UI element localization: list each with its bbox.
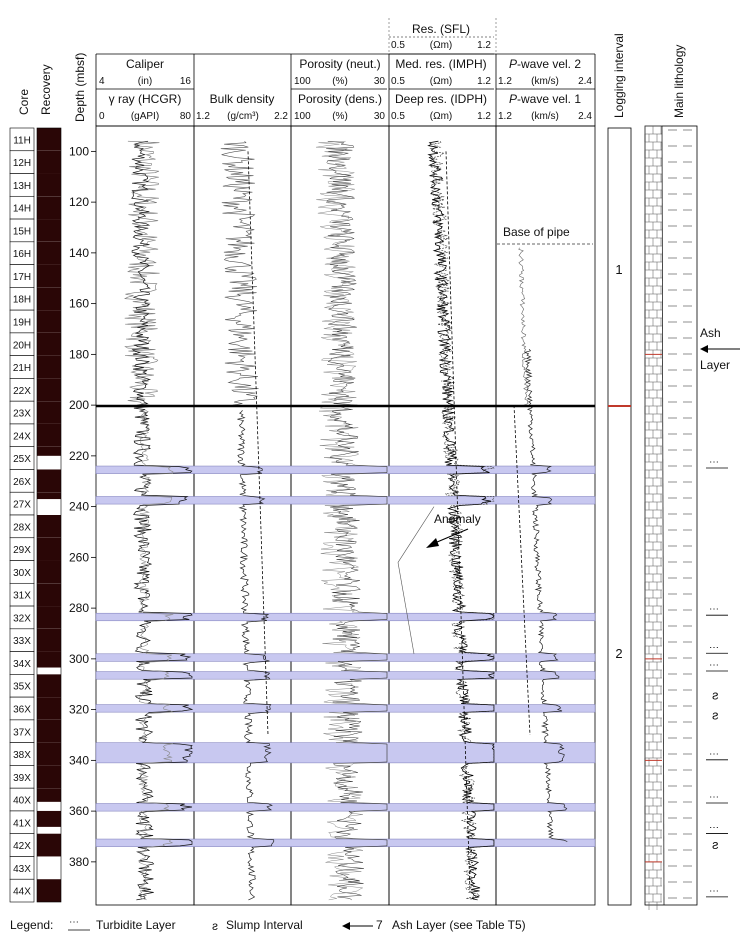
depth-tick-label: 280 [68,601,89,616]
depth-tick-label: 220 [68,448,89,463]
core-label: 37X [13,727,31,739]
legend [10,917,526,933]
track-frames [96,18,595,905]
core-label: 38X [13,750,31,762]
recovery-bar [37,401,61,424]
slump-mark: ƨ [712,837,719,853]
track-frame-2 [194,126,291,905]
main-lithology-header: Main lithology [672,44,686,118]
pwave1-curve [525,349,567,841]
recovery-bar [37,765,61,788]
gamma-unit: (gAPI) [130,111,160,122]
pwave2-unit: (km/s) [531,76,559,87]
recovery-bar [37,174,61,197]
core-label: 39X [13,772,31,784]
recovery-bar [37,219,61,242]
pwave2-header [498,57,592,87]
bulk-density-curve [221,141,259,405]
depth-tick-label: 320 [68,702,89,717]
res-deep-unit: (Ωm) [429,111,453,122]
recovery-bar [37,629,61,652]
slump-mark: ƨ [712,707,719,723]
res-sfl-title: Res. (SFL) [411,22,471,36]
recovery-bar [37,378,61,401]
pwave2-curve [519,248,528,405]
por-neut-max: 30 [373,76,385,87]
por-dens-max: 30 [373,111,385,122]
core-label: 34X [13,658,31,670]
por-dens-min: 100 [294,111,311,122]
anomaly-arrow-head [426,538,439,548]
recovery-bar [37,788,61,802]
core-label: 16H [12,249,32,261]
depth-tick-label: 260 [68,550,89,565]
recovery-bar [37,333,61,356]
legend-ash: Ash Layer (see Table T5) [392,918,526,932]
lithology-column [645,126,731,910]
turbidite-mark: ⋯ [709,748,719,760]
por-dens-unit: (%) [332,111,348,122]
core-label: 24X [13,431,31,443]
recovery-bar [37,515,61,538]
caliper-header [99,57,191,87]
res-med-max: 1.2 [477,76,491,87]
gamma-min: 0 [99,111,105,122]
anomaly-guide-upper [398,507,434,563]
legend-turbidite: Turbidite Layer [96,918,176,932]
density-trend-line [248,151,268,735]
recovery-bar [37,697,61,720]
highlight-band [96,466,595,474]
core-label: 19H [12,317,32,329]
recovery-bar [37,834,61,857]
legend-title: Legend: [10,918,54,932]
depth-tick-label: 380 [68,854,89,869]
core-label: 20H [12,340,32,352]
depth-tick-label: 180 [68,347,89,362]
res-deep-header [391,92,491,122]
anomaly-label: Anomaly [434,512,481,526]
core-label: 33X [13,636,31,648]
anomaly-guide-lower [398,562,414,653]
core-label: 18H [12,294,32,306]
recovery-bar [37,879,61,902]
recovery-bar [37,743,61,766]
core-label: 36X [13,704,31,716]
recovery-bar [37,447,61,456]
recovery-bar [37,310,61,333]
depth-tick-label: 100 [68,144,89,159]
recovery-bar [37,469,61,492]
depth-axis [69,144,96,868]
depth-tick-label: 360 [68,804,89,819]
core-label: 14H [12,203,32,215]
gamma-max: 80 [179,111,191,122]
ash-layer-annotation [700,326,740,372]
logging-interval-label: 1 [615,262,623,277]
caliper-curve [125,141,160,405]
logging-interval-label: 2 [615,646,623,661]
turbidite-symbol: ⋯ [69,917,79,928]
ash-legend-arrow-head [342,922,350,930]
pwave1-header [498,92,592,122]
highlight-band [96,672,595,680]
depth-tick-label: 240 [68,499,89,514]
pwave2-min: 1.2 [498,76,512,87]
turbidite-mark: ⋯ [709,822,719,834]
recovery-bar [37,356,61,379]
core-label: 41X [13,818,31,830]
pwave2-max: 2.4 [578,76,592,87]
core-label: 23X [13,408,31,420]
core-label: 15H [12,226,32,238]
res-sfl-max: 1.2 [477,40,491,51]
turbidite-mark: ⋯ [709,457,719,469]
recovery-bar [37,196,61,219]
core-label: 27X [13,499,31,511]
pwave1-unit: (km/s) [531,111,559,122]
slump-mark: ƨ [712,687,719,703]
density-unit: (g/cm³) [227,111,259,122]
res-med-header [391,57,491,87]
core-label: 29X [13,545,31,557]
res-deep-max: 1.2 [477,111,491,122]
density-min: 1.2 [196,111,210,122]
caliper-unit: (in) [137,76,153,87]
por-neut-title: Porosity (neut.) [299,57,381,71]
core-label: 25X [13,454,31,466]
recovery-bar [37,561,61,584]
depth-tick-label: 300 [68,651,89,666]
recovery-bar [37,265,61,288]
recovery-bar [37,128,61,151]
res-sfl-unit: (Ωm) [429,40,453,51]
core-label: 40X [13,795,31,807]
recovery-bar [37,720,61,743]
caliper-title: Caliper [125,57,165,71]
core-label: 43X [13,863,31,875]
logging-interval-frame [608,128,631,905]
pwave1-min: 1.2 [498,111,512,122]
core-label: 35X [13,681,31,693]
res-med-unit: (Ωm) [429,76,453,87]
ash-label-line1: Ash [700,326,721,340]
density-header [196,92,288,122]
porosity-neutron-curve [316,141,387,900]
legend-slump: Slump Interval [226,918,303,932]
pwave1-max: 2.4 [578,111,592,122]
turbidite-mark: ⋯ [709,642,719,654]
por-neut-unit: (%) [332,76,348,87]
recovery-bar [37,287,61,310]
core-label: 21H [12,363,32,375]
turbidite-mark: ⋯ [709,791,719,803]
recovery-bar [37,151,61,174]
depth-tick-label: 200 [68,398,89,413]
pwave2-title: P-wave vel. 2 [508,57,582,71]
depth-tick-label: 140 [68,245,89,260]
core-label: 32X [13,613,31,625]
logging-interval-header: Logging interval [612,33,626,118]
res-med-title: Med. res. (IMPH) [395,57,487,71]
base-of-pipe-annotation [497,225,593,244]
res-med-min: 0.5 [391,76,405,87]
log-curves [125,141,568,900]
highlight-band [96,804,595,812]
core-header: Core [17,88,31,115]
por-neut-min: 100 [294,76,311,87]
core-label: 13H [12,180,32,192]
pwave1-title: P-wave vel. 1 [508,92,582,106]
logging-interval-column [608,128,631,905]
core-label: 11H [13,135,31,147]
base-of-pipe-label: Base of pipe [503,225,570,239]
porosity-neut-header [294,57,385,87]
slump-symbol: ƨ [212,919,218,933]
gamma-title: γ ray (HCGR) [108,92,182,106]
core-label: 26X [13,476,31,488]
density-max: 2.2 [274,111,288,122]
recovery-header: Recovery [39,64,53,115]
depth-tick-label: 340 [68,753,89,768]
gamma-ray-curve [132,141,192,900]
caliper-min: 4 [99,76,105,87]
res-deep-min: 0.5 [391,111,405,122]
core-label: 30X [13,567,31,579]
core-label: 28X [13,522,31,534]
core-label: 22X [13,385,31,397]
core-column [10,128,61,902]
gamma-header [99,92,191,122]
core-label: 31X [13,590,31,602]
recovery-bar [37,606,61,629]
ash-label-line2: Layer [700,358,731,372]
turbidite-mark: ⋯ [709,885,719,897]
depth-tick-label: 120 [68,195,89,210]
res-sfl-min: 0.5 [391,40,405,51]
res-deep-title: Deep res. (IDPH) [394,92,488,106]
core-label: 42X [13,841,31,853]
recovery-cell-bg [37,856,61,879]
recovery-bar [37,492,61,499]
recovery-bar [37,583,61,606]
track-frame-5 [496,126,595,905]
porosity-dens-header [294,92,385,122]
recovery-bar [37,424,61,447]
depth-tick-label: 160 [68,296,89,311]
core-label: 17H [12,271,32,283]
recovery-bar [37,538,61,561]
res-sfl-header [389,22,494,51]
depth-header: Depth (mbsf) [73,52,87,122]
por-dens-title: Porosity (dens.) [297,92,383,106]
recovery-bar [37,242,61,265]
density-title: Bulk density [209,92,275,106]
turbidite-mark: ⋯ [709,604,719,616]
recovery-bar [37,811,61,827]
caliper-max: 16 [179,76,191,87]
recovery-bar [37,652,61,668]
core-label: 12H [12,158,32,170]
core-label: 44X [13,886,31,898]
turbidite-mark: ⋯ [709,660,719,672]
recovery-bar [37,674,61,697]
ash-arrow-head [700,345,708,353]
legend-ash-number: 7 [376,918,383,932]
pwave-trend-line [514,405,530,735]
